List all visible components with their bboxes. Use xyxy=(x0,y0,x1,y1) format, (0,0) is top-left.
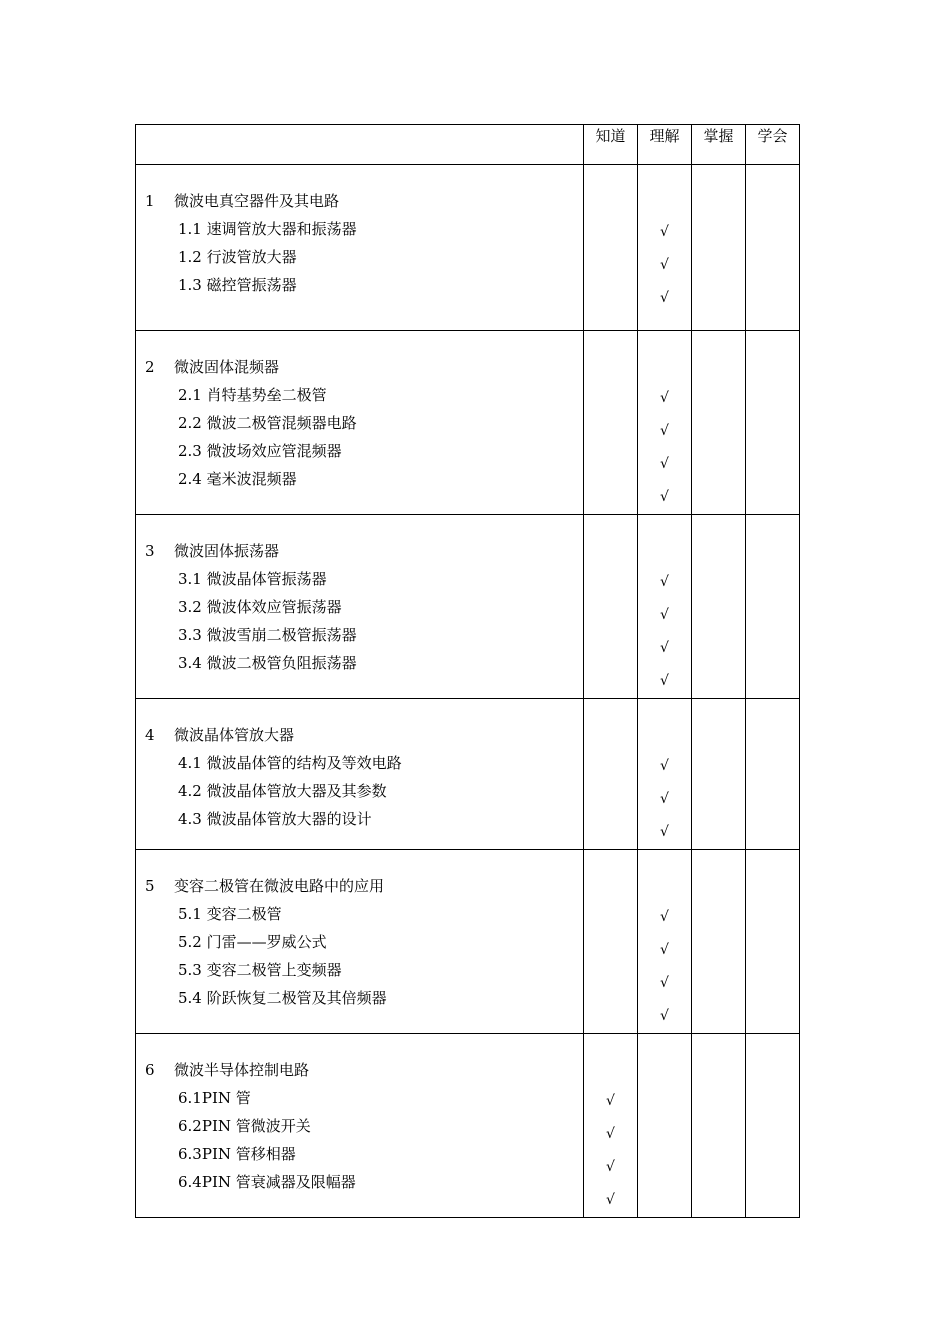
level-cell-master xyxy=(692,699,746,850)
check-mark: √ xyxy=(660,390,669,406)
section-heading xyxy=(145,721,583,749)
header-row xyxy=(136,125,800,165)
check-mark: √ xyxy=(660,791,669,807)
header-understand: 理解 xyxy=(638,125,692,165)
check-mark: √ xyxy=(660,607,669,623)
section-row xyxy=(136,699,800,850)
subtopic-item: 6.4PIN 管衰减器及限幅器 xyxy=(178,1173,356,1191)
table-body xyxy=(136,125,800,1218)
check-mark: √ xyxy=(660,824,669,840)
section-number: 3 xyxy=(145,542,155,560)
section-topic-cell xyxy=(136,850,584,1034)
section-row xyxy=(136,165,800,331)
section-topic-cell xyxy=(136,515,584,699)
header-topic-cell xyxy=(136,125,584,165)
check-mark: √ xyxy=(660,673,669,689)
subtopic-item: 6.1PIN 管 xyxy=(178,1089,251,1107)
section-title: 微波晶体管放大器 xyxy=(174,726,295,744)
section-title: 微波固体振荡器 xyxy=(174,542,280,560)
subtopic-item: 4.3 微波晶体管放大器的设计 xyxy=(178,810,372,828)
level-cell-learn xyxy=(746,699,800,850)
check-mark: √ xyxy=(660,975,669,991)
level-cell-learn xyxy=(746,1034,800,1218)
level-cell-master xyxy=(692,331,746,515)
level-cell-know xyxy=(584,850,638,1034)
level-cell-master xyxy=(692,1034,746,1218)
check-mark: √ xyxy=(660,574,669,590)
subtopic-item: 1.3 磁控管振荡器 xyxy=(178,276,297,294)
section-row xyxy=(136,331,800,515)
check-mark: √ xyxy=(660,909,669,925)
level-cell-learn xyxy=(746,515,800,699)
subtopic-item: 2.3 微波场效应管混频器 xyxy=(178,442,342,460)
level-cell-master xyxy=(692,850,746,1034)
check-mark: √ xyxy=(660,257,669,273)
section-row xyxy=(136,850,800,1034)
section-heading xyxy=(145,537,583,565)
section-topic-cell xyxy=(136,331,584,515)
level-cell-understand xyxy=(638,1034,692,1218)
section-heading xyxy=(145,187,583,215)
level-cell-learn xyxy=(746,331,800,515)
level-cell-master xyxy=(692,515,746,699)
section-row xyxy=(136,515,800,699)
subtopic-item: 1.2 行波管放大器 xyxy=(178,248,297,266)
level-cell-know xyxy=(584,1034,638,1218)
section-title: 微波半导体控制电路 xyxy=(174,1061,310,1079)
section-number: 1 xyxy=(145,192,155,210)
section-number: 2 xyxy=(145,358,155,376)
subtopic-item: 5.1 变容二极管 xyxy=(178,905,282,923)
section-topic-cell xyxy=(136,165,584,331)
subtopic-item: 3.2 微波体效应管振荡器 xyxy=(178,598,342,616)
header-know: 知道 xyxy=(584,125,638,165)
header-master: 掌握 xyxy=(692,125,746,165)
subtopic-item: 5.4 阶跃恢复二极管及其倍频器 xyxy=(178,989,387,1007)
subtopic-item: 3.3 微波雪崩二极管振荡器 xyxy=(178,626,357,644)
level-cell-know xyxy=(584,165,638,331)
level-cell-know xyxy=(584,331,638,515)
section-heading xyxy=(145,353,583,381)
level-cell-understand xyxy=(638,850,692,1034)
section-title: 微波电真空器件及其电路 xyxy=(174,192,340,210)
section-title: 微波固体混频器 xyxy=(174,358,280,376)
subtopic-item: 2.4 毫米波混频器 xyxy=(178,470,297,488)
check-mark: √ xyxy=(660,489,669,505)
subtopic-item: 1.1 速调管放大器和振荡器 xyxy=(178,220,357,238)
check-mark: √ xyxy=(660,290,669,306)
section-number: 5 xyxy=(145,877,155,895)
level-cell-learn xyxy=(746,165,800,331)
level-cell-understand xyxy=(638,331,692,515)
subtopic-item: 2.2 微波二极管混频器电路 xyxy=(178,414,357,432)
check-mark: √ xyxy=(660,942,669,958)
subtopic-item: 4.1 微波晶体管的结构及等效电路 xyxy=(178,754,402,772)
check-mark: √ xyxy=(660,758,669,774)
section-row xyxy=(136,1034,800,1218)
check-mark: √ xyxy=(660,423,669,439)
section-title: 变容二极管在微波电路中的应用 xyxy=(174,877,385,895)
check-mark: √ xyxy=(606,1126,615,1142)
subtopic-item: 2.1 肖特基势垒二极管 xyxy=(178,386,327,404)
check-mark: √ xyxy=(660,1008,669,1024)
check-mark: √ xyxy=(606,1093,615,1109)
level-cell-understand xyxy=(638,699,692,850)
subtopic-item: 5.3 变容二极管上变频器 xyxy=(178,961,342,979)
level-cell-know xyxy=(584,699,638,850)
check-mark: √ xyxy=(606,1192,615,1208)
subtopic-item: 3.4 微波二极管负阻振荡器 xyxy=(178,654,357,672)
section-topic-cell xyxy=(136,1034,584,1218)
section-number: 4 xyxy=(145,726,155,744)
check-mark: √ xyxy=(660,224,669,240)
check-mark: √ xyxy=(606,1159,615,1175)
header-learn: 学会 xyxy=(746,125,800,165)
level-cell-learn xyxy=(746,850,800,1034)
subtopic-item: 6.2PIN 管微波开关 xyxy=(178,1117,311,1135)
section-number: 6 xyxy=(145,1061,155,1079)
section-topic-cell xyxy=(136,699,584,850)
subtopic-item: 6.3PIN 管移相器 xyxy=(178,1145,296,1163)
subtopic-item: 5.2 门雷——罗威公式 xyxy=(178,933,327,951)
subtopic-item: 4.2 微波晶体管放大器及其参数 xyxy=(178,782,387,800)
level-cell-understand xyxy=(638,515,692,699)
syllabus-table xyxy=(135,124,800,1218)
level-cell-master xyxy=(692,165,746,331)
section-heading xyxy=(145,1056,583,1084)
check-mark: √ xyxy=(660,640,669,656)
subtopic-item: 3.1 微波晶体管振荡器 xyxy=(178,570,327,588)
level-cell-know xyxy=(584,515,638,699)
check-mark: √ xyxy=(660,456,669,472)
level-cell-understand xyxy=(638,165,692,331)
section-heading xyxy=(145,872,583,900)
